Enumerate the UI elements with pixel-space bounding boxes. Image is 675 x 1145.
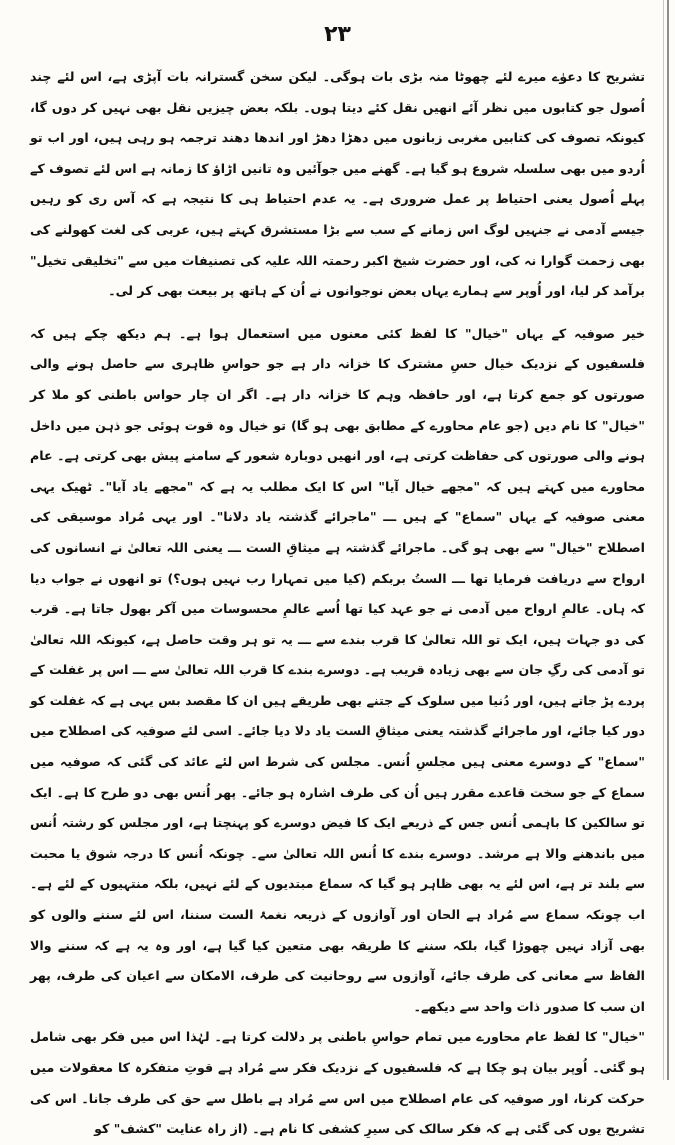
paragraph-2: خیر صوفیہ کے یہاں "خیال" کا لفظ کئی معنوں میں استعمال ہوا ہے۔ ہم دیکھ چکے ہیں کہ فلسفیوں کے نزدیک خیال حسِ مشترک کا خزانہ دار ہے جو حواسِ ظاہری سے حاصل ہونے والی صورتوں کو جمع کرتا ہے، اور حافظہ وہم کا خزانہ دار ہے۔ اگر ان چار حواس باطنی کو ملا کر "خیال" کا نام دیں (جو عام محاورے کے مطابق بھی ہو گا) تو خیال وہ قوت ہوئی جو ذہن میں داخل ہونے والی صورتوں کی حفاظت کرتی ہے، اور انھیں دوبارہ شعور کے سامنے پیش بھی کرتی ہے۔ عام محاورے میں کہتے ہیں کہ "مجھے خیال آیا" اس کا ایک مطلب یہ ہے کہ "مجھے یاد آیا"۔ ٹھیک یہی معنی صوفیہ کے یہاں "سماع" کے ہیں ـــ "ماجرائے گذشتہ یاد دلانا"۔ اور یہی مُراد موسیقی کی اصطلاح "خیال" سے بھی ہو گی۔ ماجرائے گذشتہ ہے میثاقِ الست ـــ یعنی اللہ تعالیٰ نے انسانوں کی ارواح سے دریافت فرمایا تھا ـــ الستُ بربکم (کیا میں تمہارا رب نہیں ہوں؟) تو انھوں نے جواب دیا کہ ہاں۔ عالمِ ارواح میں آدمی نے جو عہد کیا تھا اُسے عالمِ محسوسات میں آکر بھول جاتا ہے۔ قرب کی دو جہات ہیں، ایک تو اللہ تعالیٰ کا قرب بندے سے ـــ یہ تو ہر وقت حاصل ہے، کیونکہ اللہ تعالیٰ تو آدمی کی رگِ جان سے بھی زیادہ قریب ہے۔ دوسرے بندے کا قرب اللہ تعالیٰ سے ـــ اس پر غفلت کے پردے پڑ جاتے ہیں، اور دُنیا میں سلوک کے جتنے بھی طریقے ہیں ان کا مقصد بس یہی ہے کہ غفلت کو دور کیا جائے، اور ماجرائے گذشتہ یعنی میثاقِ الست یاد دلا دیا جائے۔ اسی لئے صوفیہ کی اصطلاح میں "سماع" کے دوسرے معنی ہیں مجلسِ اُنس۔ مجلس کی شرط اس لئے عائد کی گئی کہ صوفیہ میں سماع کے جو سخت قاعدے مقرر ہیں اُن کی طرف اشارہ ہو جائے۔ پھر اُنس بھی دو طرح کا ہے۔ ایک تو سالکین کا باہمی اُنس جس کے ذریعے ایک کا فیض دوسرے کو پہنچتا ہے، اور مجلس کو رشتہ اُنس میں باندھنے والا ہے مرشد۔ دوسرے بندے کا اُنس اللہ تعالیٰ سے۔ چونکہ اُنس کا درجہ شوق یا محبت سے بلند تر ہے، اس لئے یہ بھی ظاہر ہو گیا کہ سماع مبتدیوں کے لئے نہیں، بلکہ منتہیوں کے لئے ہے۔ اب چونکہ سماع سے مُراد ہے الحان اور آوازوں کے ذریعہ نغمۂ الست سننا، اس لئے سننے والوں کو بھی آزاد نہیں چھوڑا گیا، بلکہ سننے کا طریقہ بھی متعین کیا گیا ہے، اور وہ یہ ہے کہ سننے والا الفاظ سے معانی کی طرف جائے، آوازوں سے روحانیت کی طرف، الامکان سے اعیان کی طرف، پھر ان سب کا صدور ذات واحد سے دیکھے۔ <box>30 325 645 1014</box>
page-number: ۲۳ <box>324 22 351 47</box>
page-edge-line-inner <box>663 0 664 1080</box>
paragraph-3: "خیال" کا لفظ عام محاورے میں تمام حواسِ باطنی پر دلالت کرتا ہے۔ لہٰذا اس میں فکر بھی شامل ہو گئی۔ اُوپر بیان ہو چکا ہے کہ فلسفیوں کے نزدیک فکر سے مُراد ہے قوتِ متفکرہ کا معقولات میں حرکت کرنا، اور صوفیہ کی عام اصطلاح میں اس سے مُراد ہے باطل سے حق کی طرف جانا۔ اس کی تشریح یوں کی گئی ہے کہ فکر سالک کی سیرِ کشفی کا نام ہے۔ (از راہ عنایت "کشف" کو <box>30 1029 645 1137</box>
paragraph-1: تشریح کا دعوٰے میرے لئے چھوٹا منہ بڑی بات ہوگی۔ لیکن سخن گسترانہ بات آپڑی ہے، اس لئے چند اُصول جو کتابوں میں نظر آئے انھیں نقل کئے دیتا ہوں۔ بلکہ بعض چیزیں نقل بھی نہیں کر دوں گا، کیونکہ تصوف کی کتابیں مغربی زبانوں میں دھڑا دھڑ اور اندھا دھند ترجمہ ہو رہی ہیں، اور اب تو اُردو میں بھی سلسلہ شروع ہو گیا ہے۔ گھنے میں جوآئیں وہ تانیں اڑاؤ کا زمانہ ہے اس لئے تصوف کے پہلے اُصول یعنی احتیاط پر عمل ضروری ہے۔ یہ عدم احتیاط ہی کا نتیجہ ہے کہ آس ری کو رہیں جیسے آدمی نے جنہیں لوگ اس زمانے کے سب سے بڑا مستشرق کہتے ہیں، عربی کی لغت کھولنے کی بھی زحمت گوارا نہ کی، اور حضرت شیخ اکبر رحمتہ اللہ علیہ کی تصنیفات میں سے "تخلیقی تخیل" برآمد کر لیا، اور اُوپر سے ہمارے یہاں بعض نوجوانوں نے اُن کے ہاتھ پر بیعت بھی کر لی۔ <box>30 69 645 299</box>
page-edge-line <box>667 0 669 1080</box>
body-text <box>30 62 645 1145</box>
